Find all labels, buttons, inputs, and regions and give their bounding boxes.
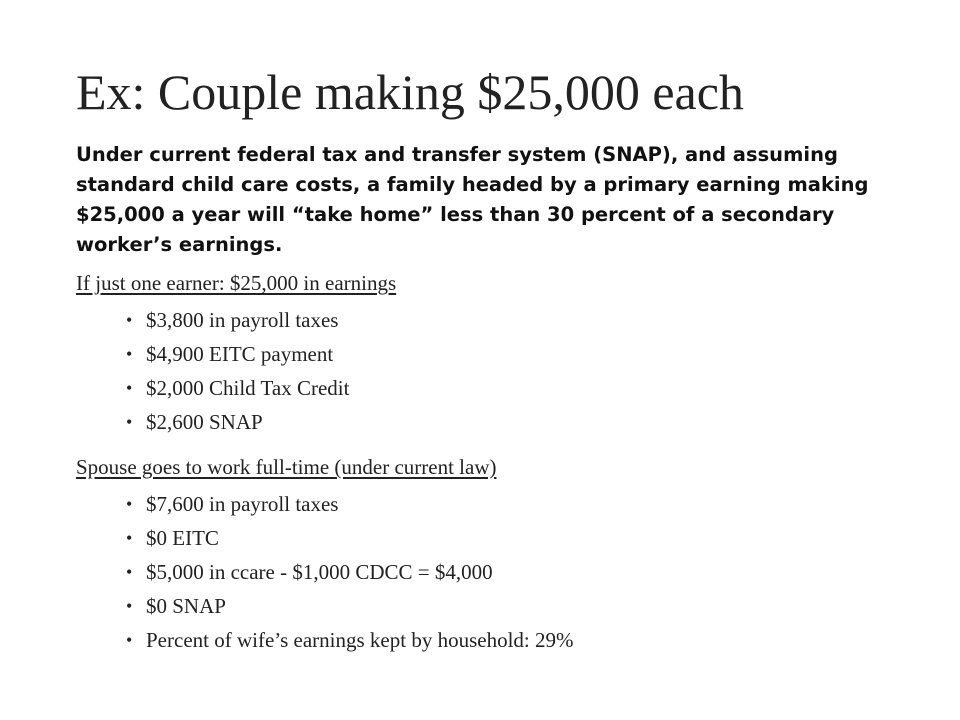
- list-item: [76, 405, 876, 439]
- list-item: [76, 487, 876, 521]
- list-item-text: Percent of wife’s earnings kept by household: 29%: [146, 628, 574, 652]
- list-item-text: $3,800 in payroll taxes: [146, 308, 339, 332]
- list-item: [76, 303, 876, 337]
- list-item: [76, 589, 876, 623]
- bullet-icon: •: [126, 412, 133, 432]
- bullet-icon: •: [126, 630, 133, 650]
- list-item-text: $0 EITC: [146, 526, 219, 550]
- list-item-text: $4,900 EITC payment: [146, 342, 334, 366]
- list-item-text: $2,600 SNAP: [146, 410, 263, 434]
- section-heading: If just one earner: $25,000 in earnings: [76, 271, 397, 295]
- bullet-icon: •: [126, 494, 133, 514]
- list-item: [76, 337, 876, 371]
- bullet-list: [76, 487, 876, 657]
- list-item: [76, 623, 876, 657]
- intro-paragraph: Under current federal tax and transfer system (SNAP), and assuming standard child care costs, a family headed by a primary earning making $25,000 a year will “take home” less than 30 percent of a secondary worker’s earnings.: [76, 143, 869, 256]
- section-heading: Spouse goes to work full-time (under current law): [76, 455, 497, 479]
- bullet-icon: •: [126, 528, 133, 548]
- list-item: [76, 521, 876, 555]
- bullet-list: [76, 303, 876, 439]
- bullet-icon: •: [126, 596, 133, 616]
- list-item: [76, 371, 876, 405]
- bullet-icon: •: [126, 344, 133, 364]
- list-item: [76, 555, 876, 589]
- list-item-text: $5,000 in ccare - $1,000 CDCC = $4,000: [146, 560, 493, 584]
- list-item-text: $2,000 Child Tax Credit: [146, 376, 350, 400]
- spouse-works-section: [76, 452, 876, 657]
- bullet-icon: •: [126, 562, 133, 582]
- bullet-icon: •: [126, 310, 133, 330]
- list-item-text: $7,600 in payroll taxes: [146, 492, 339, 516]
- slide-title: Ex: Couple making $25,000 each: [76, 64, 744, 120]
- single-earner-section: [76, 268, 876, 439]
- list-item-text: $0 SNAP: [146, 594, 226, 618]
- bullet-icon: •: [126, 378, 133, 398]
